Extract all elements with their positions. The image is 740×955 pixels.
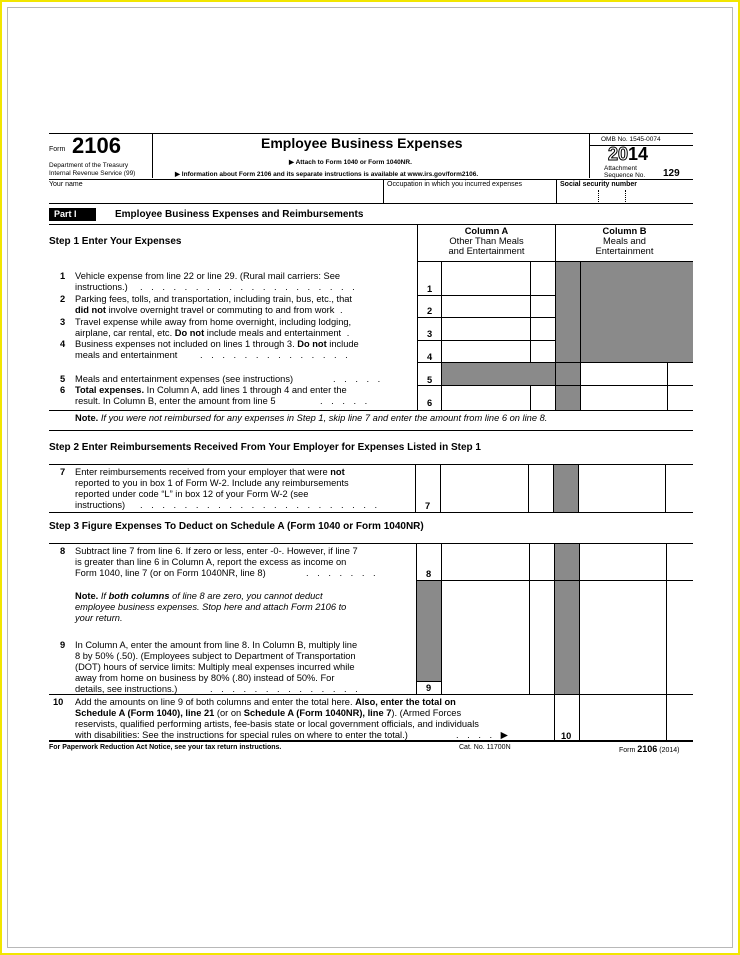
line-4-box-label: 4 [427, 352, 433, 362]
tax-year [608, 144, 648, 165]
line-10-text-1-bold: Also, enter the total on [355, 697, 456, 707]
col-b-title: Column B [602, 226, 647, 236]
line-6-text-rest: In Column A, add lines 1 through 4 and enter the [144, 385, 347, 395]
line-8-text-1: Subtract line 7 from line 6. If zero or less, enter -0-. However, if line 7 [75, 546, 358, 556]
line5-col-b-cents-shade [556, 363, 580, 385]
step-1-note [75, 413, 547, 424]
line-7-text-2: reported to you in box 1 of Form W-2. Include any reimbursements [75, 478, 349, 488]
line8-col-b-cents-shade [555, 544, 579, 694]
line-7-number: 7 [60, 467, 66, 477]
line-1-text-2: instructions.) [75, 282, 128, 292]
line-7-leader: . . . . . . . . . . . . . . . . . . . . . . [140, 500, 381, 510]
row-5-rule [417, 385, 693, 386]
header-bottom-rule [49, 179, 693, 180]
step-3-note-bold: both columns [108, 591, 170, 601]
line5-col-a-shade [442, 363, 555, 385]
header-top-rule [49, 133, 693, 134]
line-2-text-2-bold: did not [75, 305, 106, 315]
step2-grid-v3 [528, 464, 529, 512]
line-5-text: Meals and entertainment expenses (see instructions) [75, 374, 294, 384]
step-1-bottom-rule [49, 430, 693, 431]
dept-line-1: Department of the Treasury [49, 162, 129, 169]
line-3-text-2-bold: Do not [174, 328, 205, 338]
line-9-text-4: away from home on business by 80% (.80) instead of 50%. For [75, 673, 335, 683]
line-9-text-5: details, see instructions.) [75, 684, 178, 694]
step1-grid-v1 [417, 261, 418, 410]
identity-bottom-rule [49, 203, 693, 204]
step-1-note-text: If you were not reimbursed for any expenses in Step 1, skip line 7 and enter the amount from line 6 on line 8. [98, 413, 548, 423]
header-left-divider [152, 133, 153, 178]
line-9-text-3: (DOT) hours of service limits: Multiply meal expenses incurred while [75, 662, 355, 672]
line-1-leader: . . . . . . . . . . . . . . . . . . . . [140, 282, 358, 292]
line-2-col-a-input[interactable] [443, 296, 529, 316]
col-b-subtitle-1: Meals and [603, 236, 646, 246]
step2-grid-v6 [665, 464, 666, 512]
line-6-box-label: 6 [427, 398, 433, 408]
line-9-col-b-input[interactable] [581, 582, 665, 693]
line-10-total-input[interactable] [581, 696, 665, 739]
line-3-text-2-tail: include meals and entertainment [204, 328, 342, 338]
your-name-field[interactable] [49, 190, 382, 202]
line-6-number: 6 [60, 385, 66, 395]
step-3-note-start: If [98, 591, 109, 601]
line-10-text-3: reservists, qualified performing artists, fee-basis state or local government officials, and individuals [75, 719, 479, 729]
ssn-dash-1 [598, 190, 599, 202]
occupation-field[interactable] [386, 190, 554, 202]
ssn-label: Social security number [560, 181, 638, 188]
line-2-text-2-rest: involve overnight travel or commuting to and from work [105, 305, 335, 315]
footer-year: (2014) [657, 747, 680, 754]
step2-grid-v1 [415, 464, 416, 512]
occupation-label: Occupation in which you incurred expenses [387, 181, 523, 188]
line-9-text-2: 8 by 50% (.50). (Employees subject to Department of Transportation [75, 651, 356, 661]
dept-line-2: Internal Revenue Service (99) [49, 170, 136, 177]
line-6-col-a-input[interactable] [443, 387, 529, 409]
line-10-text-1-start: Add the amounts on line 9 of both columns and enter the total here. [75, 697, 356, 707]
step3-grid-v2 [441, 543, 442, 694]
line-3-text-2-start: airplane, car rental, etc. [75, 328, 175, 338]
row-6-rule [49, 410, 693, 411]
footer-form-label: Form [619, 747, 638, 754]
sequence-number: 129 [663, 168, 680, 179]
ssn-field[interactable] [560, 190, 692, 202]
tax-year-solid: 14 [628, 144, 649, 164]
line-7-text-1 [75, 467, 345, 478]
row-4-rule [417, 362, 693, 363]
ssn-dash-2 [625, 190, 626, 202]
line-4-col-a-input[interactable] [443, 341, 529, 361]
line-6-col-b-input[interactable] [582, 387, 666, 409]
col-a-title: Column A [464, 226, 509, 236]
line-8-col-b-input[interactable] [581, 545, 665, 579]
line-7-col-a-input[interactable] [441, 466, 527, 511]
line-4-text-start: Business expenses not included on lines 1 through 3. [75, 339, 298, 349]
line-5-col-b-input[interactable] [582, 364, 666, 384]
line-10-text-2-bold-2: Schedule A (Form 1040NR), line 7 [243, 708, 392, 718]
info-instruction: ▶ Information about Form 2106 and its separate instructions is available at www.irs.gov/form2106. [175, 171, 479, 178]
col-a-subtitle-1: Other Than Meals [449, 236, 524, 246]
line-3-number: 3 [60, 317, 66, 327]
step1-grid-v2 [441, 261, 442, 410]
part-1-title: Employee Business Expenses and Reimbursements [115, 209, 364, 220]
form-title: Employee Business Expenses [261, 135, 463, 151]
attach-instruction: ▶ Attach to Form 1040 or Form 1040NR. [289, 159, 412, 166]
line-10-text-4: with disabilities: See the instructions for special rules on where to enter the total.) [75, 730, 408, 740]
line-8-leader: . . . . . . . [306, 568, 379, 578]
line-7-text-1-bold: not [330, 467, 345, 477]
omb-number: OMB No. 1545-0074 [601, 136, 661, 143]
footer-form-number: 2106 [637, 744, 658, 754]
line-10-text-1 [75, 697, 456, 708]
line-2-box-label: 2 [427, 306, 433, 316]
part-1-rule [49, 224, 693, 225]
line-4-text-2: meals and entertainment [75, 350, 178, 360]
line-6-text-bold: Total expenses. [75, 385, 145, 395]
line-10-text-2-tail: ). (Armed Forces [391, 708, 462, 718]
form-number: 2106 [72, 133, 121, 158]
line-7-text-1-start: Enter reimbursements received from your employer that were [75, 467, 331, 477]
identity-divider-1 [383, 179, 384, 203]
line-2-leader: . [334, 305, 346, 315]
line-3-leader: . [341, 328, 353, 338]
line-2-text: Parking fees, tolls, and transportation, including train, bus, etc., that [75, 294, 352, 304]
line6-col-b-cents-shade [556, 386, 580, 410]
line-9-text-1: In Column A, enter the amount from line 8. In Column B, multiply line [75, 640, 358, 650]
line-8-text-3: Form 1040, line 7 (or on Form 1040NR, line 8) [75, 568, 266, 578]
identity-divider-2 [556, 179, 557, 203]
line-1-box-label: 1 [427, 284, 433, 294]
line-8-col-a-input[interactable] [443, 545, 528, 579]
line-4-number: 4 [60, 339, 66, 349]
step1-col-b-shade [556, 262, 693, 362]
line-5-number: 5 [60, 374, 66, 384]
step-3-note-line-3: your return. [75, 613, 123, 623]
step1-grid-v3 [530, 261, 531, 410]
tax-year-outline: 20 [608, 144, 629, 164]
header-right-divider [589, 133, 590, 178]
line-9-number: 9 [60, 640, 66, 650]
step-3-note-tail: of line 8 are zero, you cannot deduct [169, 591, 323, 601]
step-3-top-rule [49, 543, 693, 544]
your-name-label: Your name [49, 181, 83, 188]
step-2-title: Step 2 Enter Reimbursements Received From Your Employer for Expenses Listed in Step 1 [49, 442, 481, 453]
step-3-note-line-2: employee business expenses. Stop here and attach Form 2106 to [75, 602, 347, 612]
form-bottom-rule [49, 740, 693, 742]
line-9-box-label: 9 [426, 683, 432, 693]
line-10-text-2-bold-1: Schedule A (Form 1040), line 21 [75, 708, 215, 718]
line-10-leader: . . . . ▶ [456, 730, 511, 740]
step-3-title: Step 3 Figure Expenses To Deduct on Schedule A (Form 1040 or Form 1040NR) [49, 521, 424, 532]
step3-grid-v5 [579, 543, 580, 740]
step1-col-b-shade-line [580, 262, 581, 362]
line-10-text-2-mid: (or on [214, 708, 244, 718]
line-3-col-a-input[interactable] [443, 318, 529, 339]
line-4-leader: . . . . . . . . . . . . . . [200, 350, 351, 360]
step-1-note-label: Note. [75, 413, 99, 423]
step-2-top-rule [49, 464, 693, 465]
footer-form-id [619, 744, 680, 754]
line-6-leader: . . . . . [320, 396, 371, 406]
line-10-number: 10 [53, 697, 64, 707]
line-8-text-2: is greater than line 6 in Column A, report the excess as income on [75, 557, 347, 567]
line-9-box-top-rule [416, 681, 442, 682]
line-10-box-label: 10 [561, 731, 572, 741]
line-9-col-a-input[interactable] [443, 582, 528, 693]
attachment-label: Attachment [604, 165, 637, 172]
catalog-number: Cat. No. 11700N [459, 744, 511, 751]
line-6-text [75, 385, 347, 396]
col-b-subtitle-2: Entertainment [595, 246, 654, 256]
step3-grid-v3 [529, 543, 530, 694]
line-10-text-2 [75, 708, 461, 719]
paperwork-notice: For Paperwork Reduction Act Notice, see your tax return instructions. [49, 744, 282, 751]
line-7-col-b-input[interactable] [580, 466, 664, 511]
line-6-text-2: result. In Column B, enter the amount from line 5 [75, 396, 276, 406]
line-7-box-label: 7 [425, 501, 431, 511]
line-4-text [75, 339, 359, 350]
part-1-badge: Part I [49, 208, 96, 221]
line7-col-b-cents-shade [554, 465, 578, 512]
note-gap-col-a-shade [417, 581, 441, 681]
step3-grid-v6 [666, 543, 667, 740]
line-1-col-a-input[interactable] [443, 263, 529, 294]
line-9-leader: . . . . . . . . . . . . . . [210, 684, 361, 694]
line-4-text-tail: include [326, 339, 359, 349]
line-7-text-3: reported under code “L” in box 12 of your Form W-2 (see [75, 489, 309, 499]
line-1-text: Vehicle expense from line 22 or line 29. (Rural mail carriers: See [75, 271, 341, 281]
step-3-note-label: Note. [75, 591, 99, 601]
line-2-number: 2 [60, 294, 66, 304]
step-3-note-line-1 [75, 591, 323, 602]
line-3-text-2 [75, 328, 352, 339]
sequence-label: Sequence No. [604, 172, 646, 179]
line-5-box-label: 5 [427, 375, 433, 385]
step2-grid-v5 [578, 464, 579, 512]
line-3-text: Travel expense while away from home overnight, including lodging, [75, 317, 352, 327]
form-label: Form [49, 146, 66, 153]
line-1-number: 1 [60, 271, 66, 281]
line-7-text-4: instructions) [75, 500, 126, 510]
col-a-subtitle-2: and Entertainment [448, 246, 525, 256]
line-9-bottom-rule [49, 694, 693, 695]
line-4-text-bold: Do not [297, 339, 327, 349]
step-1-title: Step 1 Enter Your Expenses [49, 236, 182, 247]
line-8-bottom-rule [416, 580, 693, 581]
line-8-number: 8 [60, 546, 66, 556]
line-3-box-label: 3 [427, 329, 433, 339]
line-2-text-2 [75, 305, 346, 316]
step-2-bottom-rule [49, 512, 693, 513]
line-8-box-label: 8 [426, 569, 432, 579]
line-5-leader: . . . . . [333, 374, 384, 384]
